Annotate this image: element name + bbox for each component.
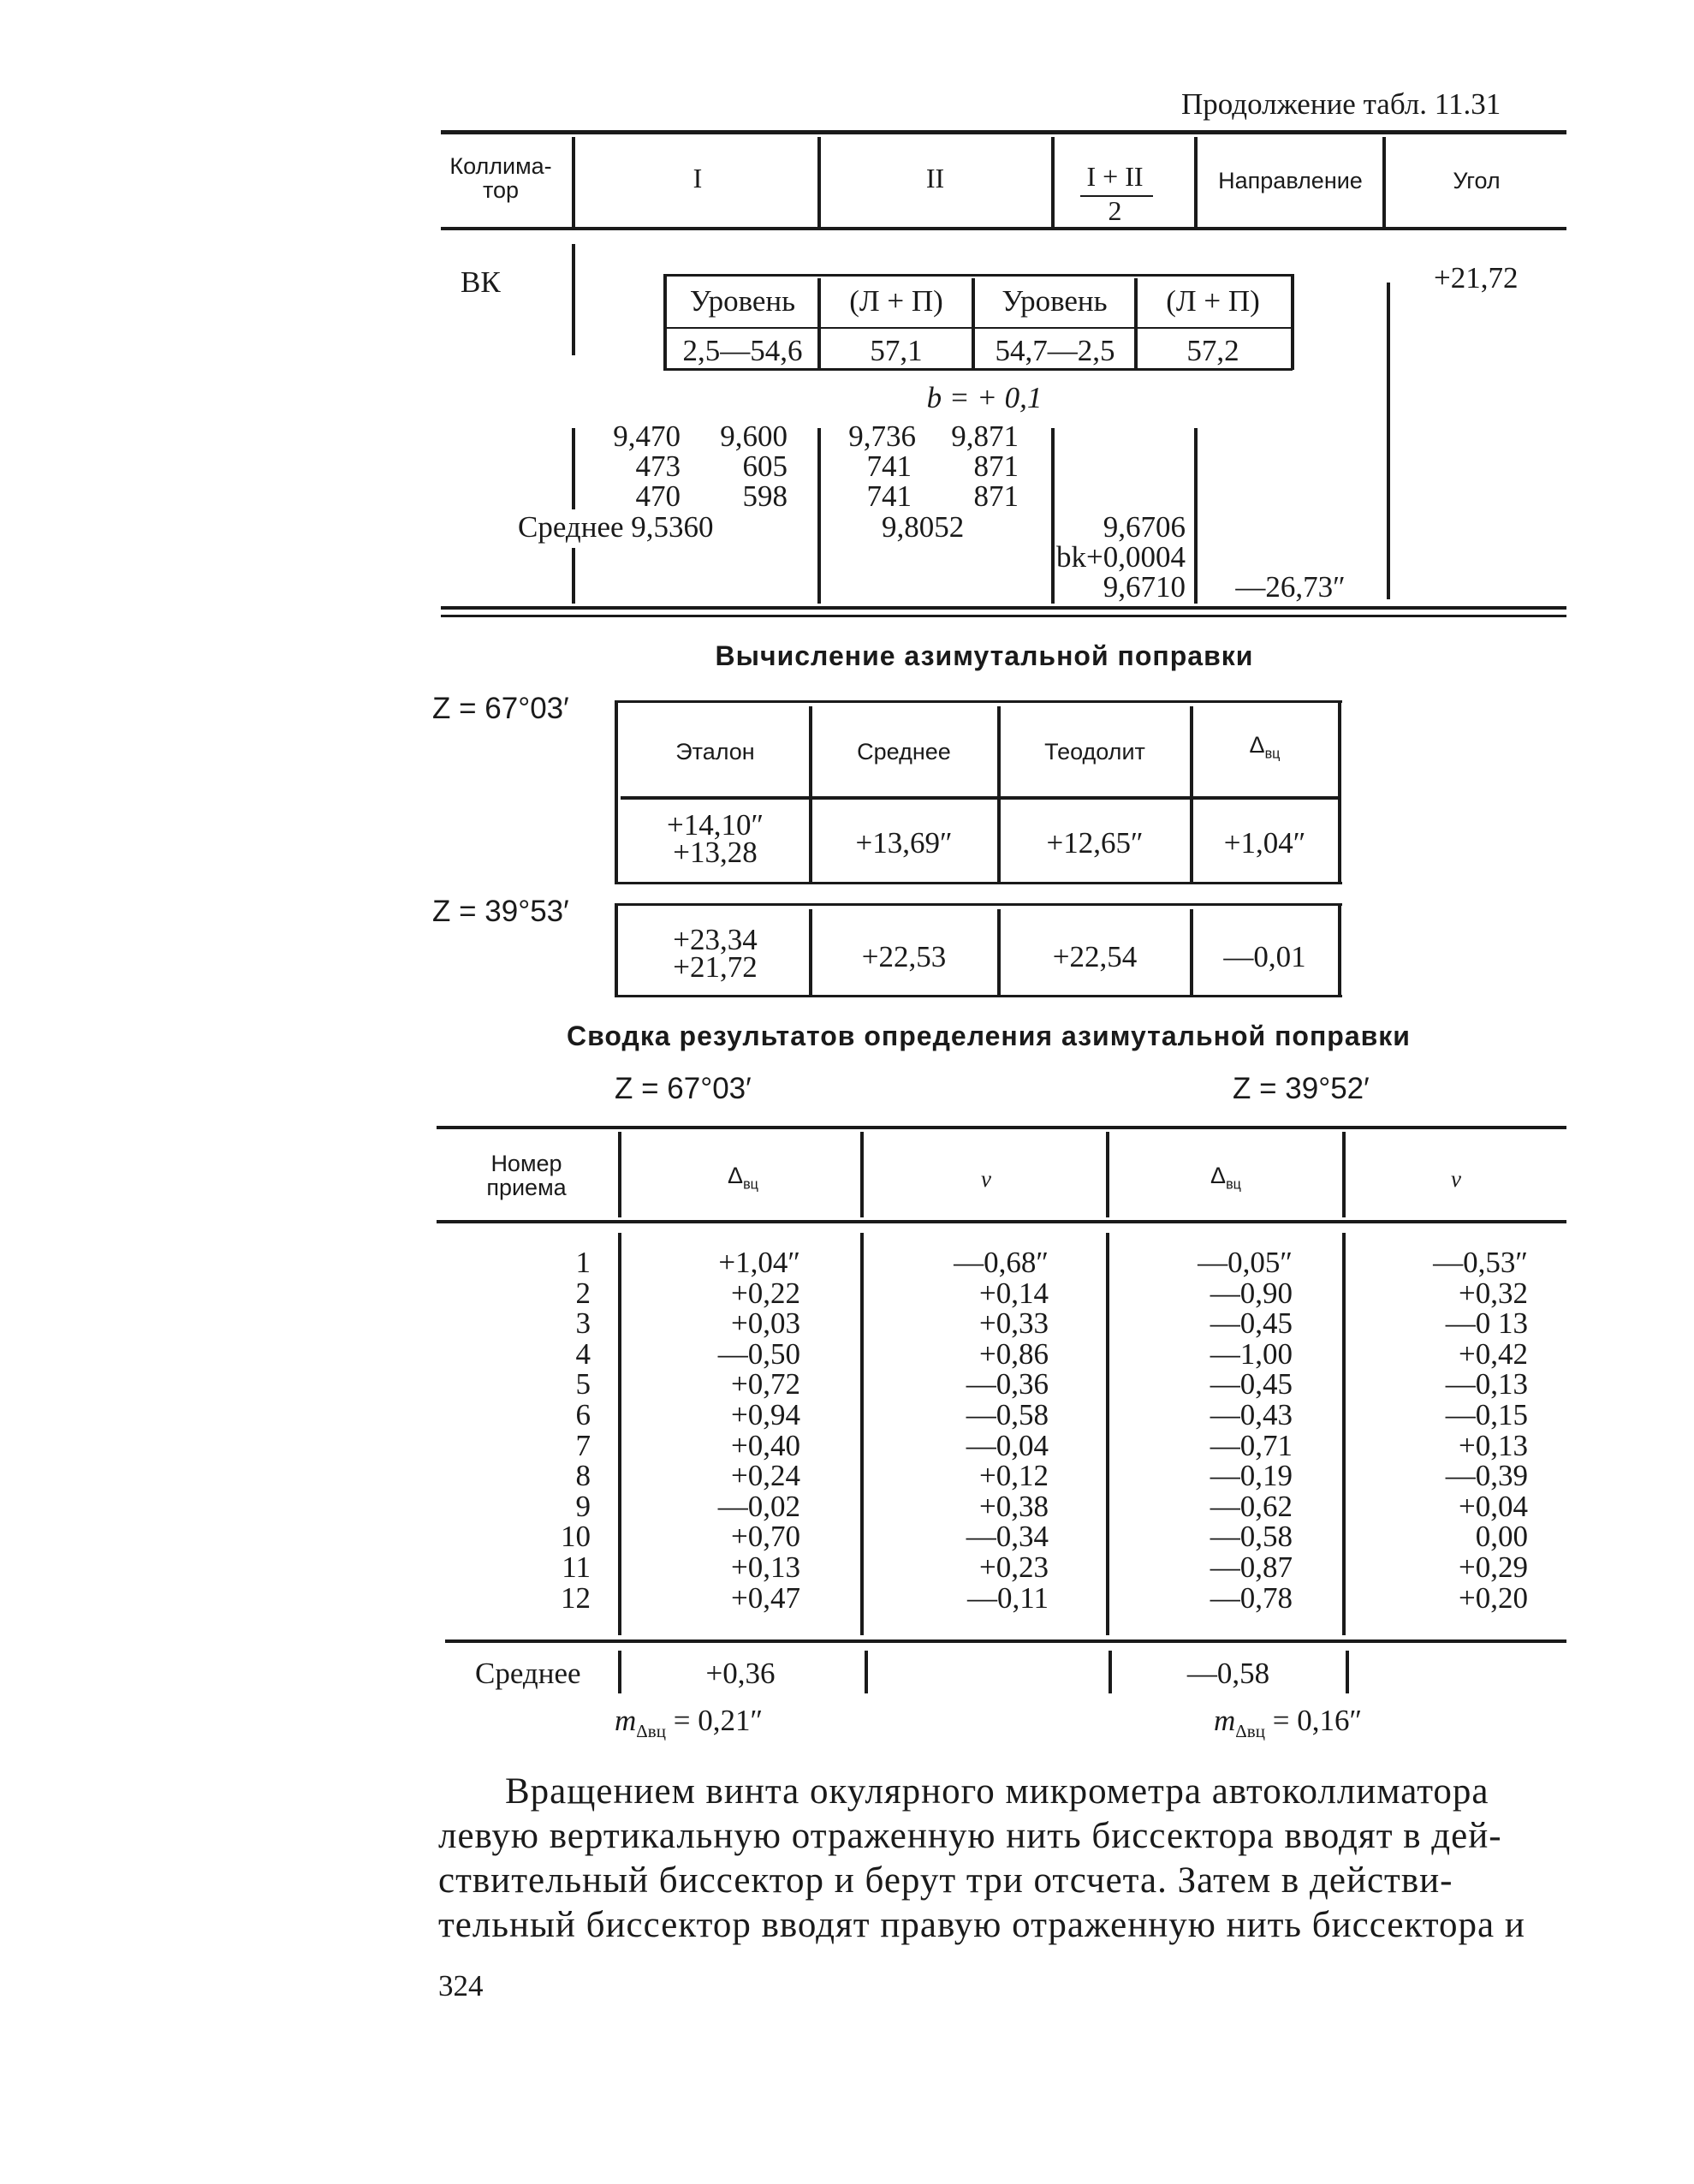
- direction-value: —26,73″: [1235, 570, 1346, 604]
- level-header: Уровень: [689, 284, 796, 318]
- delta-right-value: —0,05″: [1198, 1246, 1293, 1279]
- table3-vline: [865, 1651, 868, 1693]
- table2-top-rule: [615, 700, 1342, 703]
- v-right-value: +0,32: [1459, 1276, 1528, 1310]
- row-number: 2: [575, 1276, 591, 1310]
- etalon-value: +14,10″: [666, 808, 764, 842]
- table1-vline: [1194, 137, 1198, 227]
- page-number: 324: [438, 1969, 484, 2002]
- mean-label: Среднее 9,5360: [518, 510, 714, 544]
- delta-left-value: —0,02: [717, 1490, 800, 1523]
- row-number: 3: [575, 1306, 591, 1340]
- mean-row-label: Среднее: [475, 1657, 581, 1690]
- row-number: 1: [575, 1246, 591, 1279]
- table3-vline: [618, 1132, 621, 1217]
- table1-vline: [1051, 137, 1055, 227]
- reading-c2a: 741: [866, 479, 912, 513]
- level-header: (Л + П): [849, 284, 943, 318]
- level-table-vline: [817, 278, 821, 370]
- row-number: 11: [562, 1550, 591, 1584]
- level-table-vline: [1291, 274, 1294, 370]
- delta-left-value: +0,03: [731, 1306, 800, 1340]
- bk-correction: bk+0,0004: [1056, 540, 1186, 574]
- header-col-mean-den: 2: [1108, 195, 1122, 226]
- v-right-value: +0,20: [1459, 1581, 1528, 1615]
- reading-c2b: 871: [973, 479, 1019, 513]
- header-theodolite: Теодолит: [1044, 739, 1145, 765]
- reading-c1b: 598: [742, 479, 788, 513]
- level-table-top: [663, 274, 1293, 277]
- v-left-value: —0,58: [966, 1398, 1049, 1431]
- v-left-value: +0,86: [979, 1337, 1049, 1371]
- table3-bottom-rule: [445, 1639, 1566, 1643]
- v-left-value: +0,23: [979, 1550, 1049, 1584]
- header-number-line2: приема: [486, 1175, 567, 1200]
- level-value: 54,7—2,5: [995, 334, 1115, 367]
- table1-vline: [1387, 283, 1390, 599]
- table2-vline: [1338, 700, 1341, 884]
- v-right-value: —0,39: [1445, 1459, 1528, 1492]
- table1-vline: [572, 548, 575, 604]
- etalon-value: +21,72: [673, 950, 758, 984]
- v-left-value: —0,36: [966, 1367, 1049, 1401]
- header-delta-right: [1110, 1163, 1341, 1193]
- table2-vline: [809, 706, 812, 884]
- v-right-value: —0,15: [1445, 1398, 1528, 1431]
- header-collimator: [437, 154, 565, 202]
- reading-c1b: 9,600: [720, 420, 788, 453]
- v-right-value: —0,13: [1445, 1367, 1528, 1401]
- paragraph-line: левую вертикальную отраженную нить биссектора вводят в дей-: [438, 1816, 1502, 1856]
- v-right-value: +0,13: [1459, 1429, 1528, 1462]
- row2-theodolite: +22,54: [1052, 940, 1138, 973]
- row2-mean: +22,53: [861, 940, 947, 973]
- table2-vline: [997, 706, 1001, 884]
- row2-etalon: [623, 923, 807, 984]
- table-continuation-caption: Продолжение табл. 11.31: [1181, 87, 1501, 121]
- final-col3: 9,6710: [1103, 570, 1186, 604]
- delta-right-value: —0,43: [1210, 1398, 1293, 1431]
- m-symbol: m: [615, 1704, 637, 1737]
- delta-right-value: —0,87: [1210, 1550, 1293, 1584]
- v-left-value: —0,68″: [954, 1246, 1049, 1279]
- table1-vline: [1194, 428, 1198, 604]
- table1-vline: [817, 137, 821, 227]
- reading-c1a: 9,470: [613, 420, 681, 453]
- z1-label: Z = 67°03′: [432, 692, 569, 725]
- table3-vline: [1342, 1233, 1346, 1635]
- row1-theodolite: +12,65″: [1046, 826, 1144, 860]
- table3-header-rule: [437, 1220, 1566, 1223]
- delta-subscript: вц: [743, 1176, 758, 1193]
- m-symbol: m: [1214, 1704, 1236, 1737]
- level-value: 2,5—54,6: [682, 334, 803, 367]
- v-left-value: +0,12: [979, 1459, 1049, 1492]
- mean-col3: 9,6706: [1103, 510, 1186, 544]
- level-header: (Л + П): [1166, 284, 1260, 318]
- v-right-value: +0,42: [1459, 1337, 1528, 1371]
- reading-c1b: 605: [742, 449, 788, 483]
- row-number: 12: [561, 1581, 591, 1615]
- row-number: 6: [575, 1398, 591, 1431]
- b-value: b = + 0,1: [926, 381, 1043, 414]
- header-mean: Среднее: [857, 739, 951, 765]
- table2-title: Вычисление азимутальной поправки: [715, 640, 1254, 671]
- v-left-value: —0,11: [967, 1581, 1049, 1615]
- delta-left-value: +0,47: [731, 1581, 800, 1615]
- mean-left: +0,36: [705, 1657, 776, 1690]
- table1-bottom-rule: [441, 606, 1566, 610]
- angle-value: +21,72: [1434, 261, 1519, 295]
- header-collimator-line1: Коллима-: [449, 153, 552, 179]
- table3-vline: [1109, 1651, 1112, 1693]
- v-right-value: +0,29: [1459, 1550, 1528, 1584]
- row-number: 4: [575, 1337, 591, 1371]
- v-left-value: +0,33: [979, 1306, 1049, 1340]
- level-table-vline: [663, 274, 667, 370]
- delta-subscript: вц: [1226, 1176, 1241, 1193]
- z2-label: Z = 39°53′: [432, 895, 569, 928]
- level-value: 57,2: [1186, 334, 1239, 367]
- row1-delta: +1,04″: [1223, 826, 1306, 860]
- row1-mean: +13,69″: [855, 826, 953, 860]
- v-left-value: +0,38: [979, 1490, 1049, 1523]
- row1-etalon: [623, 808, 807, 869]
- table3-vline: [1106, 1132, 1109, 1217]
- reading-c2b: 871: [973, 449, 1019, 483]
- level-table-vline: [972, 278, 975, 370]
- delta-right-value: —0,19: [1210, 1459, 1293, 1492]
- table2-vline: [809, 909, 812, 995]
- table2-second-top: [615, 903, 1342, 906]
- mean-right: —0,58: [1186, 1657, 1270, 1690]
- level-header: Уровень: [1002, 284, 1108, 318]
- table2-bottom-rule: [615, 995, 1342, 997]
- table3-vline: [1342, 1132, 1346, 1217]
- header-collimator-line2: тор: [482, 177, 520, 203]
- bk-label: ВК: [461, 265, 501, 299]
- row-number: 8: [575, 1459, 591, 1492]
- paragraph-line: Вращением винта окулярного микрометра автоколлиматора: [505, 1771, 1489, 1812]
- etalon-value: +23,34: [673, 923, 758, 956]
- delta-right-value: —0,90: [1210, 1276, 1293, 1310]
- z-right-label: Z = 39°52′: [1233, 1072, 1370, 1105]
- header-direction: Направление: [1218, 168, 1363, 193]
- delta-subscript: вц: [1264, 746, 1281, 762]
- table1-top-rule: [441, 130, 1566, 134]
- table2-header-rule: [621, 796, 1340, 800]
- paragraph-line: тельный биссектор вводят правую отраженную нить биссектора и: [438, 1905, 1525, 1945]
- table1-vline: [572, 244, 575, 355]
- table3-vline: [618, 1651, 621, 1693]
- delta-left-value: +0,13: [731, 1550, 800, 1584]
- table3-vline: [1106, 1233, 1109, 1635]
- header-delta-left: [623, 1163, 863, 1193]
- paragraph-line: ствительный биссектор и берут три отсчета. Затем в действи-: [438, 1860, 1453, 1901]
- v-left-value: —0,34: [966, 1520, 1049, 1553]
- m-left: [615, 1704, 763, 1742]
- m-right: [1214, 1704, 1362, 1742]
- delta-right-value: —0,78: [1210, 1581, 1293, 1615]
- v-left-value: —0,04: [966, 1429, 1049, 1462]
- level-value: 57,1: [870, 334, 923, 367]
- table2-mid-rule: [615, 882, 1342, 884]
- v-right-value: 0,00: [1475, 1520, 1528, 1553]
- header-v-right: v: [1451, 1166, 1461, 1192]
- row-number: 10: [561, 1520, 591, 1553]
- delta-symbol: Δ: [728, 1163, 744, 1188]
- header-number: [437, 1152, 616, 1199]
- delta-left-value: +0,22: [731, 1276, 800, 1310]
- delta-right-value: —0,71: [1210, 1429, 1293, 1462]
- table2-vline: [1338, 903, 1341, 997]
- table1-vline: [1382, 137, 1386, 227]
- table2-vline: [615, 700, 618, 884]
- delta-left-value: —0,50: [717, 1337, 800, 1371]
- table1-vline: [572, 137, 575, 227]
- m-subscript: Δвц: [1235, 1721, 1265, 1741]
- row-number: 9: [575, 1490, 591, 1523]
- table1-vline: [572, 428, 575, 509]
- table1-header-rule: [441, 227, 1566, 230]
- header-angle: Угол: [1453, 168, 1501, 193]
- delta-left-value: +0,40: [731, 1429, 800, 1462]
- table2-vline: [1190, 909, 1193, 995]
- v-right-value: +0,04: [1459, 1490, 1528, 1523]
- delta-left-value: +0,72: [731, 1367, 800, 1401]
- row-number: 7: [575, 1429, 591, 1462]
- header-etalon: Эталон: [675, 739, 755, 765]
- table1-bottom-rule2: [441, 615, 1566, 617]
- header-v-left: v: [981, 1166, 991, 1192]
- delta-left-value: +0,24: [731, 1459, 800, 1492]
- table2-vline: [997, 909, 1001, 995]
- v-left-value: +0,14: [979, 1276, 1049, 1310]
- reading-c2a: 741: [866, 449, 912, 483]
- table3-vline: [860, 1233, 864, 1635]
- table1-vline: [1051, 428, 1055, 604]
- mean-col2: 9,8052: [882, 510, 965, 544]
- delta-right-value: —0,62: [1210, 1490, 1293, 1523]
- v-right-value: —0 13: [1445, 1306, 1528, 1340]
- level-table-bottom: [663, 368, 1293, 371]
- reading-c1a: 470: [635, 479, 681, 513]
- delta-symbol: Δ: [1210, 1163, 1227, 1188]
- reading-c2b: 9,871: [951, 420, 1019, 453]
- table3-vline: [618, 1233, 621, 1635]
- header-col-ii: II: [925, 163, 945, 193]
- delta-right-value: —0,45: [1210, 1306, 1293, 1340]
- table3-top-rule: [437, 1126, 1566, 1129]
- delta-left-value: +0,94: [731, 1398, 800, 1431]
- delta-left-value: +0,70: [731, 1520, 800, 1553]
- v-right-value: —0,53″: [1433, 1246, 1528, 1279]
- reading-c2a: 9,736: [848, 420, 916, 453]
- delta-right-value: —1,00: [1210, 1337, 1293, 1371]
- table3-vline: [1346, 1651, 1349, 1693]
- m-right-value: = 0,16″: [1272, 1704, 1363, 1737]
- reading-c1a: 473: [635, 449, 681, 483]
- delta-right-value: —0,45: [1210, 1367, 1293, 1401]
- header-delta: [1194, 732, 1335, 762]
- table3-vline: [860, 1132, 864, 1217]
- table3-title: Сводка результатов определения азимутальной поправки: [567, 1021, 1411, 1051]
- table1-vline: [817, 428, 821, 604]
- table2-vline: [615, 903, 618, 997]
- etalon-value: +13,28: [673, 836, 758, 869]
- row-number: 5: [575, 1367, 591, 1401]
- z-left-label: Z = 67°03′: [615, 1072, 752, 1105]
- table2-vline: [1190, 706, 1193, 884]
- level-table-vline: [1134, 278, 1138, 370]
- delta-symbol: Δ: [1249, 732, 1265, 758]
- header-col-i: I: [692, 163, 703, 193]
- m-subscript: Δвц: [636, 1721, 666, 1741]
- delta-left-value: +1,04″: [718, 1246, 800, 1279]
- header-number-line1: Номер: [490, 1151, 562, 1176]
- delta-right-value: —0,58: [1210, 1520, 1293, 1553]
- row2-delta: —0,01: [1223, 940, 1306, 973]
- m-left-value: = 0,21″: [673, 1704, 764, 1737]
- level-table-mid: [663, 327, 1293, 329]
- header-col-mean-num: I + II: [1086, 161, 1144, 192]
